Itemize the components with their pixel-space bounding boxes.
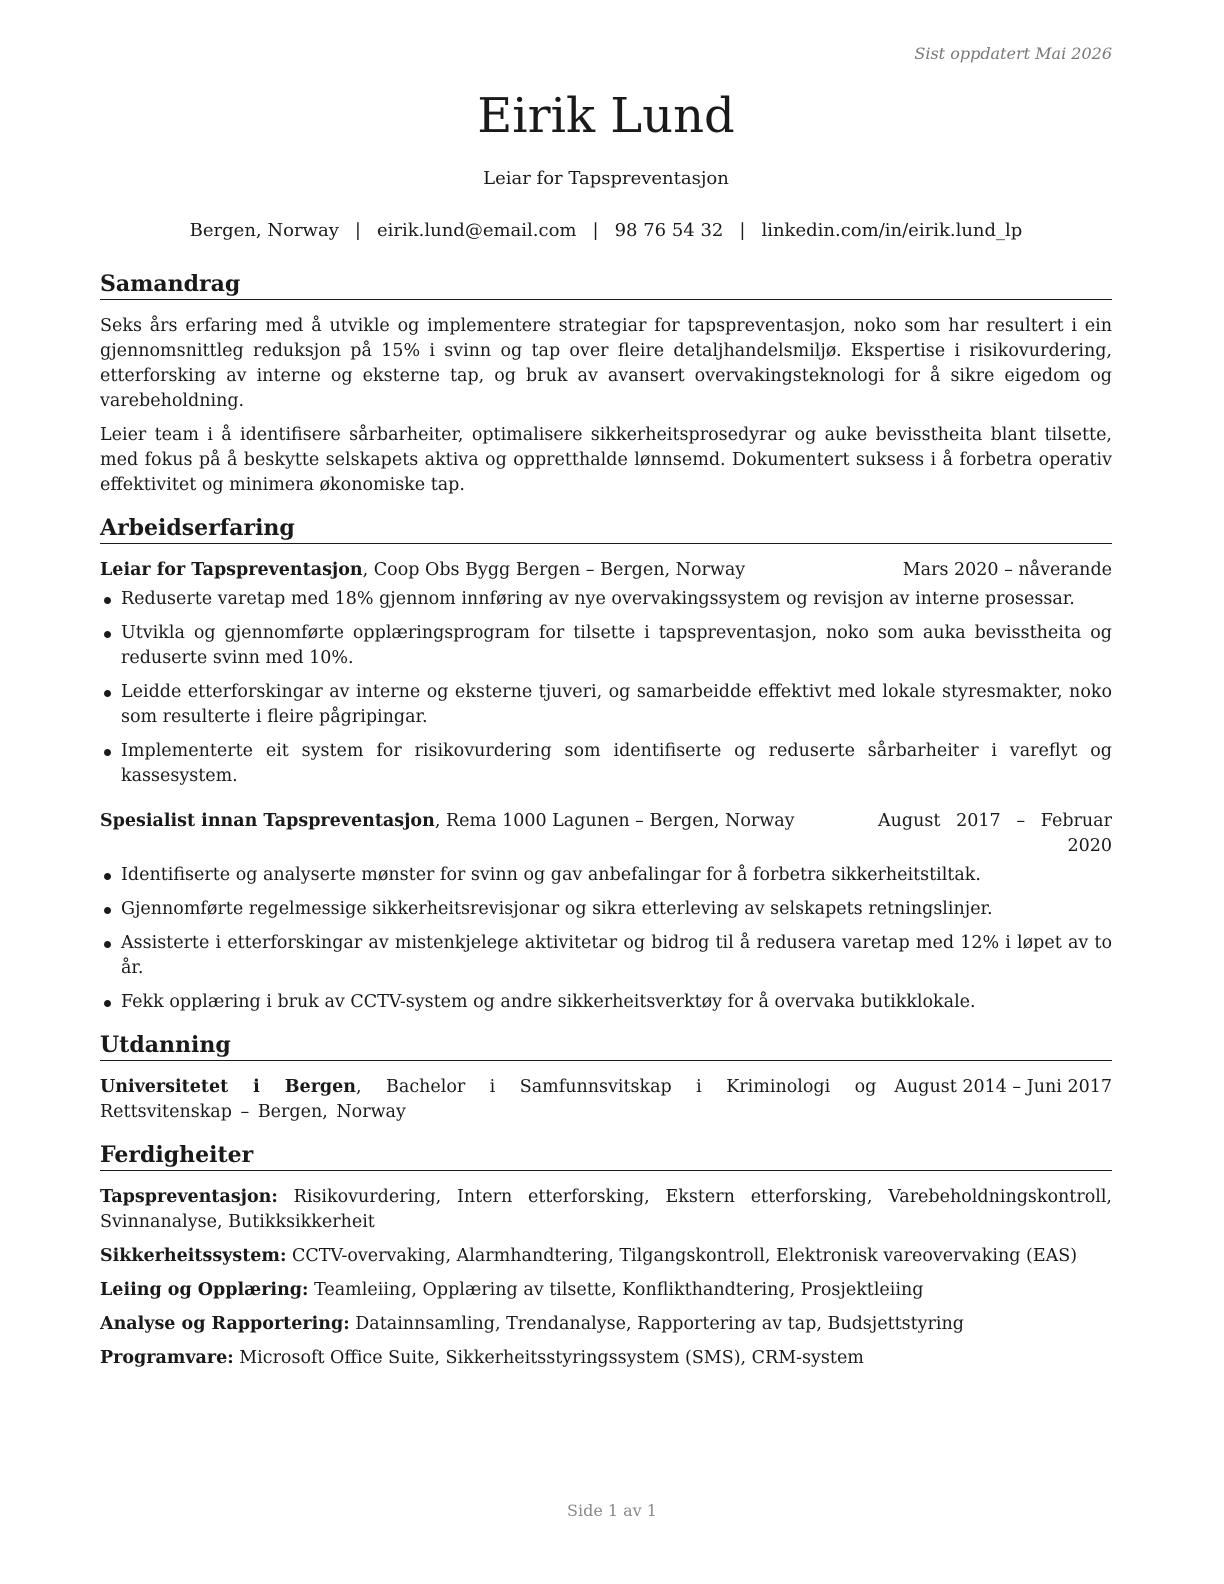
- list-item: Assisterte i etterforskingar av mistenkjelege aktivitetar og bidrog til å redusera varetap med 12% i løpet av to år.: [100, 931, 1112, 981]
- list-item: Leidde etterforskingar av interne og eksterne tjuveri, og samarbeidde effektivt med lokale styresmakter, noko som resulterte i fleire pågripingar.: [100, 680, 1112, 730]
- contact-separator: |: [592, 220, 599, 241]
- contact-location: Bergen, Norway: [189, 220, 339, 241]
- contact-separator: |: [739, 220, 746, 241]
- job-entry: [100, 809, 1112, 1015]
- skill-items: Teamleiing, Opplæring av tilsette, Konflikthandtering, Prosjektleiing: [308, 1280, 924, 1300]
- job-dates: Mars 2020 – nåverande: [902, 560, 1112, 580]
- job-entry: [100, 558, 1112, 789]
- job-dates-line: August 2017 – Februar: [878, 811, 1112, 831]
- skill-items: CCTV-overvaking, Alarmhandtering, Tilgangskontroll, Elektronisk vareovervaking (EAS): [286, 1246, 1078, 1266]
- section-heading-education: Utdanning: [100, 1031, 1112, 1061]
- skill-category: Sikkerheitssystem:: [100, 1246, 287, 1266]
- job-role: Leiar for Tapspreventasjon: [100, 560, 363, 580]
- skill-category: Leiing og Opplæring:: [100, 1280, 309, 1300]
- last-updated: Sist oppdatert Mai 2026: [914, 44, 1112, 63]
- list-item: Fekk opplæring i bruk av CCTV-system og andre sikkerheitsverktøy for å overvaka butikklokale.: [100, 990, 1112, 1015]
- skill-row: [100, 1346, 1112, 1371]
- resume-body: [100, 270, 1112, 1371]
- list-item: Gjennomførte regelmessige sikkerheitsrevisjonar og sikra etterleving av selskapets retningslinjer.: [100, 897, 1112, 922]
- experience-section: [100, 514, 1112, 1015]
- skill-items: Datainnsamling, Trendanalyse, Rapportering av tap, Budsjettstyring: [349, 1314, 964, 1334]
- section-heading-experience: Arbeidserfaring: [100, 514, 1112, 544]
- job-role-line: [100, 558, 883, 583]
- skill-row: [100, 1244, 1112, 1269]
- contact-separator: |: [354, 220, 361, 241]
- job-employer: , Coop Obs Bygg Bergen – Bergen, Norway: [362, 560, 746, 580]
- job-header: [100, 809, 1112, 859]
- skill-category: Programvare:: [100, 1348, 234, 1368]
- skill-row: [100, 1312, 1112, 1337]
- job-bullets: [100, 587, 1112, 789]
- skill-items: Microsoft Office Suite, Sikkerheitsstyringssystem (SMS), CRM-system: [233, 1348, 864, 1368]
- section-heading-summary: Samandrag: [100, 270, 1112, 300]
- list-item: Implementerte eit system for risikovurdering som identifiserte og reduserte sårbarheiter i vareflyt og kassesystem.: [100, 739, 1112, 789]
- job-role-line: [100, 809, 858, 834]
- degree-detail: , Bachelor i Samfunnsvitskap i Kriminologi og Rettsvitenskap – Bergen, Norway: [100, 1077, 877, 1122]
- education-dates: August 2014 – Juni 2017: [894, 1077, 1112, 1097]
- summary-paragraph: Leier team i å identifisere sårbarheiter, optimalisere sikkerheitsprosedyrar og auke bevisstheita blant tilsette, med fokus på å beskytte selskapets aktiva og oppretthalde lønnsemd. Dokumentert suksess i å forbetra operativ effektivitet og minimera økonomiske tap.: [100, 425, 1112, 495]
- skill-category: Tapspreventasjon:: [100, 1187, 278, 1207]
- list-item: Reduserte varetap med 18% gjennom innføring av nye overvakingssystem og revisjon av interne prosessar.: [100, 587, 1112, 612]
- job-role: Spesialist innan Tapspreventasjon: [100, 811, 435, 831]
- school-name: Universitetet i Bergen: [100, 1077, 357, 1097]
- person-name: Eirik Lund: [477, 88, 735, 144]
- page-number: Side 1 av 1: [567, 1501, 657, 1520]
- contact-linkedin[interactable]: linkedin.com/in/eirik.lund_lp: [761, 220, 1023, 241]
- skills-section: [100, 1141, 1112, 1371]
- skill-category: Analyse og Rapportering:: [100, 1314, 350, 1334]
- skill-row: [100, 1185, 1112, 1235]
- summary-paragraph: Seks års erfaring med å utvikle og implementere strategiar for tapspreventasjon, noko som har resultert i ein gjennomsnittleg reduksjon på 15% i svinn og tap over fleire detaljhandelsmiljø. Ekspertise i risikovurdering, etterforsking av interne og eksterne tap, og bruk av avansert overvakingsteknologi for å sikre eigedom og varebeholdning.: [100, 316, 1112, 411]
- list-item: Utvikla og gjennomførte opplæringsprogram for tilsette i tapspreventasjon, noko som auka bevisstheita og reduserte svinn med 10%.: [100, 621, 1112, 671]
- contact-line: [100, 219, 1112, 243]
- education-section: [100, 1031, 1112, 1125]
- list-item: Identifiserte og analyserte mønster for svinn og gav anbefalingar for å forbetra sikkerheitstiltak.: [100, 863, 1112, 888]
- job-employer: , Rema 1000 Lagunen – Bergen, Norway: [434, 811, 795, 831]
- summary-section: [100, 270, 1112, 498]
- skill-row: [100, 1278, 1112, 1303]
- education-detail: [100, 1075, 876, 1125]
- skill-items: Risikovurdering, Intern etterforsking, Ekstern etterforsking, Varebeholdningskontroll, Svinnanalyse, Butikksikkerheit: [100, 1187, 1112, 1232]
- education-entry: [100, 1075, 1112, 1125]
- section-heading-skills: Ferdigheiter: [100, 1141, 1112, 1171]
- job-bullets: [100, 863, 1112, 1015]
- contact-email[interactable]: eirik.lund@email.com: [376, 220, 577, 241]
- job-header: [100, 558, 1112, 583]
- contact-phone: 98 76 54 32: [614, 220, 724, 241]
- job-title: Leiar for Tapspreventasjon: [483, 168, 729, 189]
- job-dates: [878, 809, 1112, 859]
- job-dates-line: 2020: [1067, 836, 1112, 856]
